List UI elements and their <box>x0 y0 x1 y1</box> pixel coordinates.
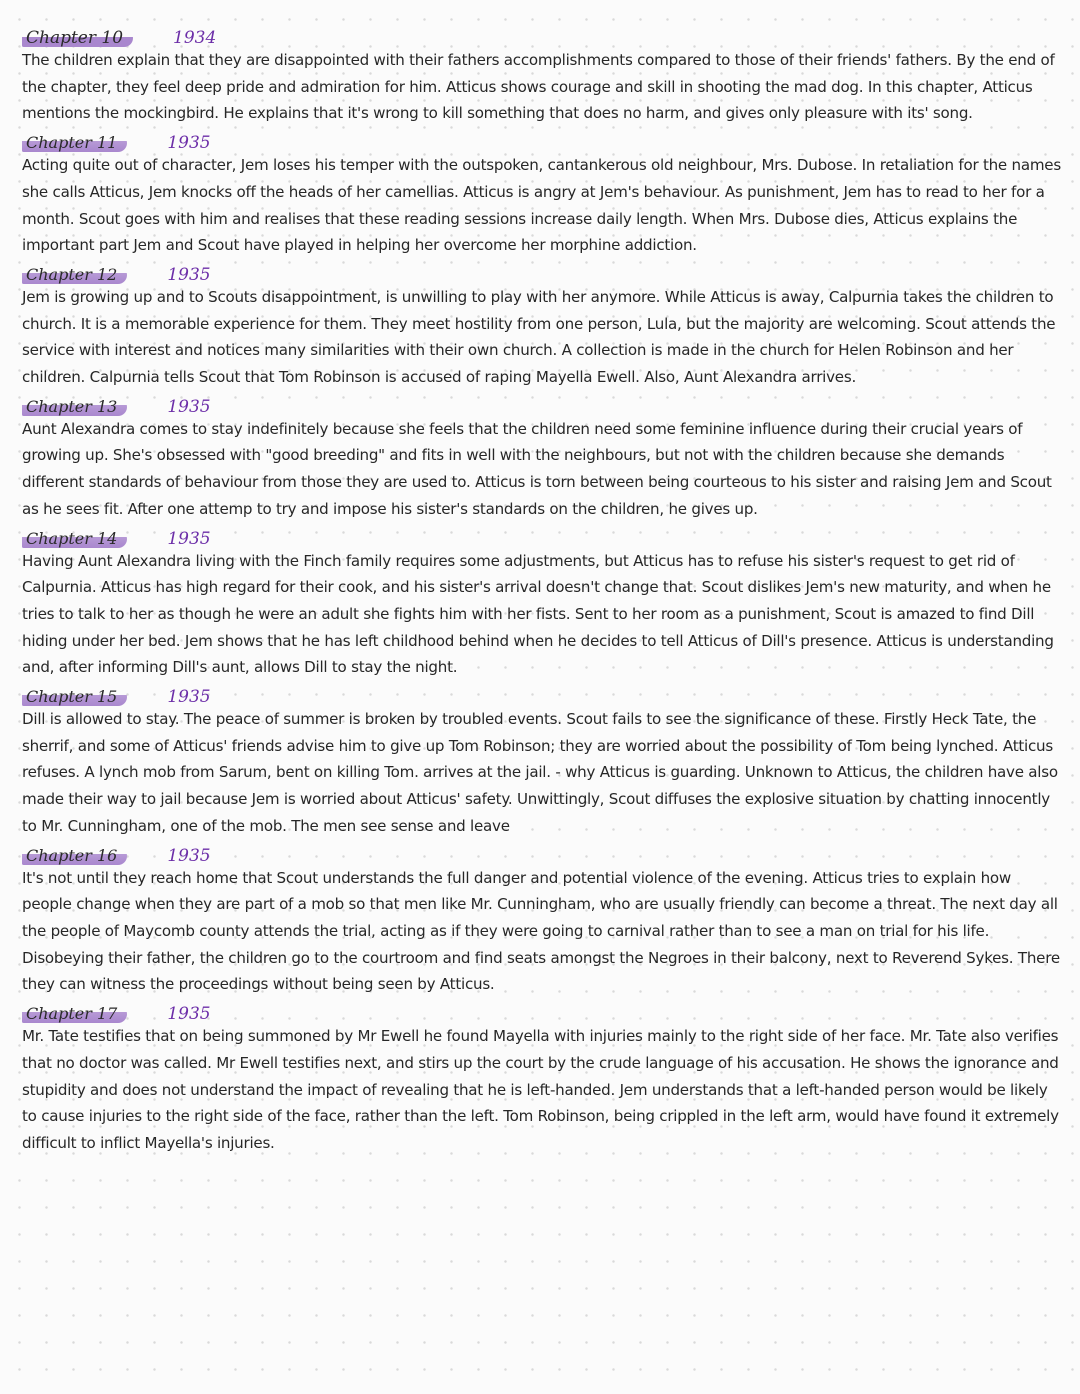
chapter-year: 1935 <box>167 1004 211 1025</box>
chapter-year: 1935 <box>167 845 211 866</box>
chapter-summary: Dill is allowed to stay. The peace of summer is broken by troubled events. Scout fails to see the significance of these. Firstly Heck Tate, the sherrif, and some of Atticus' friends advise him to give up Tom Robinson; they are worried about the possibility of Tom being lynched. Atticus refuses. A lynch mob from Sarum, bent on killing Tom. arrives at the jail. - why Atticus is guarding. Unknown to Atticus, the children have also made their way to jail because Jem is worried about Atticus' safety. Unwittingly, Scout diffuses the explosive situation by chatting innocently to Mr. Cunningham, one of the mob. The men see sense and leave <box>22 710 1058 835</box>
chapter-16-section <box>22 841 1070 999</box>
chapter-heading <box>22 999 1070 1023</box>
chapter-label: Chapter 16 <box>22 847 127 865</box>
chapter-15-section <box>22 682 1070 840</box>
chapter-heading <box>22 260 1070 284</box>
chapter-heading <box>22 128 1070 152</box>
chapter-label: Chapter 14 <box>22 530 127 548</box>
chapter-12-section <box>22 260 1070 391</box>
chapter-summary: Having Aunt Alexandra living with the Finch family requires some adjustments, but Atticus has to refuse his sister's request to get rid of Calpurnia. Atticus has high regard for their cook, and his sister's arrival doesn't change that. Scout dislikes Jem's new maturity, and when he tries to talk to her as though he were an adult she fights him with her fists. Sent to her room as a punishment, Scout is amazed to find Dill hiding under her bed. Jem shows that he has left childhood behind when he decides to tell Atticus of Dill's presence. Atticus is understanding and, after informing Dill's aunt, allows Dill to stay the night. <box>22 551 1054 677</box>
chapter-10-section <box>22 23 1070 127</box>
chapter-summary: Jem is growing up and to Scouts disappointment, is unwilling to play with her anymore. While Atticus is away, Calpurnia takes the children to church. It is a memorable experience for them. They meet hostility from one person, Lula, but the majority are welcoming. Scout attends the service with interest and notices many similarities with their own church. A collection is made in the church for Helen Robinson and her children. Calpurnia tells Scout that Tom Robinson is accused of raping Mayella Ewell. Also, Aunt Alexandra arrives. <box>22 287 1056 387</box>
chapter-year: 1935 <box>167 687 211 708</box>
chapter-heading <box>22 841 1070 865</box>
chapter-label: Chapter 10 <box>22 29 133 47</box>
chapter-summary: Mr. Tate testifies that on being summoned by Mr Ewell he found Mayella with injuries mainly to the right side of her face. Mr. Tate also verifies that no doctor was called. Mr Ewell testifies next, and stirs up the court by the crude language of his accusation. He shows the ignorance and stupidity and does not understand the impact of revealing that he is left-handed. Jem understands that a left-handed person would be likely to cause injuries to the right side of the face, rather than the left. Tom Robinson, being crippled in the left arm, would have found it extremely difficult to inflict Mayella's injuries. <box>22 1027 1059 1152</box>
chapter-label: Chapter 15 <box>22 688 127 706</box>
chapter-heading <box>22 23 1070 47</box>
chapter-13-section <box>22 392 1070 523</box>
chapter-summary: Aunt Alexandra comes to stay indefinitely because she feels that the children need some feminine influence during their crucial years of growing up. She's obsessed with "good breeding" and fits in well with the neighbours, but not with the children because she demands different standards of behaviour from those they are used to. Atticus is torn between being courteous to his sister and raising Jem and Scout as he sees fit. After one attemp to try and impose his sister's standards on the children, he gives up. <box>22 419 1052 518</box>
chapter-year: 1935 <box>167 528 211 549</box>
chapter-11-section <box>22 128 1070 259</box>
chapter-year: 1934 <box>173 28 217 48</box>
chapter-year: 1935 <box>167 133 211 154</box>
chapter-year: 1935 <box>167 396 211 417</box>
chapter-heading <box>22 392 1070 416</box>
chapter-summary: Acting quite out of character, Jem loses his temper with the outspoken, cantankerous old neighbour, Mrs. Dubose. In retaliation for the names she calls Atticus, Jem knocks off the heads of her camellias. Atticus is angry at Jem's behaviour. As punishment, Jem has to read to her for a month. Scout goes with him and realises that these reading sessions increase daily length. When Mrs. Dubose dies, Atticus explains the important part Jem and Scout have played in helping her overcome her morphine addiction. <box>22 156 1061 255</box>
chapter-year: 1935 <box>167 264 211 285</box>
chapter-summary: The children explain that they are disappointed with their fathers accomplishments compared to those of their friends' fathers. By the end of the chapter, they feel deep pride and admiration for him. Atticus shows courage and skill in shooting the mad dog. In this chapter, Atticus mentions the mockingbird. He explains that it's wrong to kill something that does no harm, and gives only pleasure with its' song. <box>22 51 1055 123</box>
chapter-label: Chapter 12 <box>22 266 127 284</box>
chapter-14-section <box>22 524 1070 682</box>
chapter-summary: It's not until they reach home that Scout understands the full danger and potential violence of the evening. Atticus tries to explain how people change when they are part of a mob so that men like Mr. Cunningham, who are usually friendly can become a threat. The next day all the people of Maycomb county attends the trial, acting as if they were going to carnival rather than to see a man on trial for his life. Disobeying their father, the children go to the courtroom and find seats amongst the Negroes in their balcony, next to Reverend Sykes. There they can witness the proceedings without being seen by Atticus. <box>22 868 1060 994</box>
chapter-17-section <box>22 999 1070 1157</box>
chapter-label: Chapter 17 <box>22 1005 127 1023</box>
chapter-label: Chapter 13 <box>22 398 127 416</box>
chapter-heading <box>22 682 1070 706</box>
chapter-heading <box>22 524 1070 548</box>
chapter-label: Chapter 11 <box>22 134 127 152</box>
